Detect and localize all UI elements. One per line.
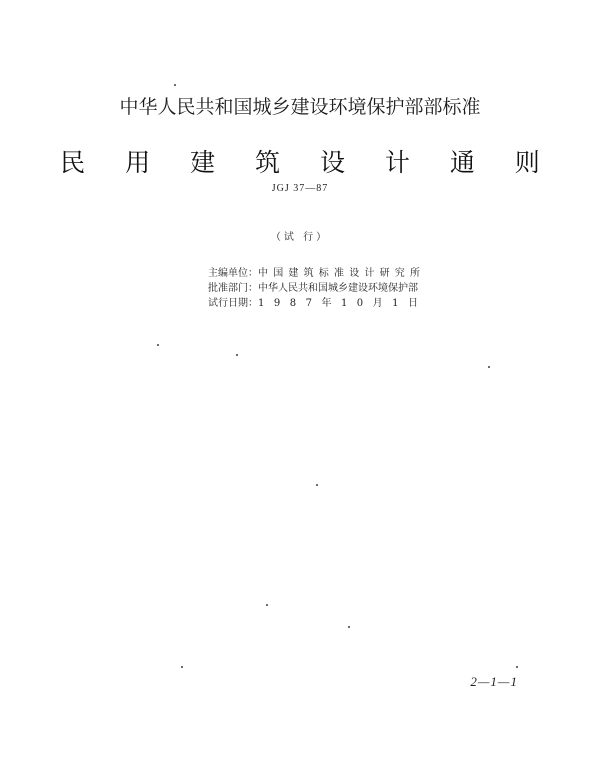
trial-note: （试 行） bbox=[270, 232, 330, 243]
publication-info bbox=[208, 266, 428, 311]
scan-speck bbox=[516, 666, 518, 668]
scan-speck bbox=[181, 666, 183, 668]
approving-department-label: 批准部门： bbox=[208, 283, 258, 294]
scan-speck bbox=[266, 604, 268, 606]
trial-date-value: 1987年10月1日 bbox=[258, 298, 428, 309]
scan-speck bbox=[236, 354, 238, 356]
scan-speck bbox=[348, 626, 350, 628]
trial-date-label: 试行日期： bbox=[208, 298, 258, 309]
issuer-heading: 中华人民共和国城乡建设环境保护部部标准 bbox=[119, 96, 481, 118]
page-number: 2—1—1 bbox=[470, 674, 518, 689]
scan-speck bbox=[174, 84, 176, 86]
chief-editor-value: 中国建筑标准设计研究所 bbox=[258, 268, 426, 279]
document-title: 民 用 建 筑 设 计 通 则 bbox=[60, 148, 556, 177]
scan-speck bbox=[488, 366, 490, 368]
approving-department-value: 中华人民共和国城乡建设环境保护部 bbox=[258, 283, 418, 294]
approving-department-row bbox=[208, 281, 428, 296]
trial-date-row bbox=[208, 296, 428, 311]
scan-speck bbox=[157, 344, 159, 346]
scan-speck bbox=[316, 484, 318, 486]
chief-editor-label: 主编单位： bbox=[208, 268, 258, 279]
standard-code: JGJ 37—87 bbox=[271, 183, 329, 194]
chief-editor-row bbox=[208, 266, 428, 281]
